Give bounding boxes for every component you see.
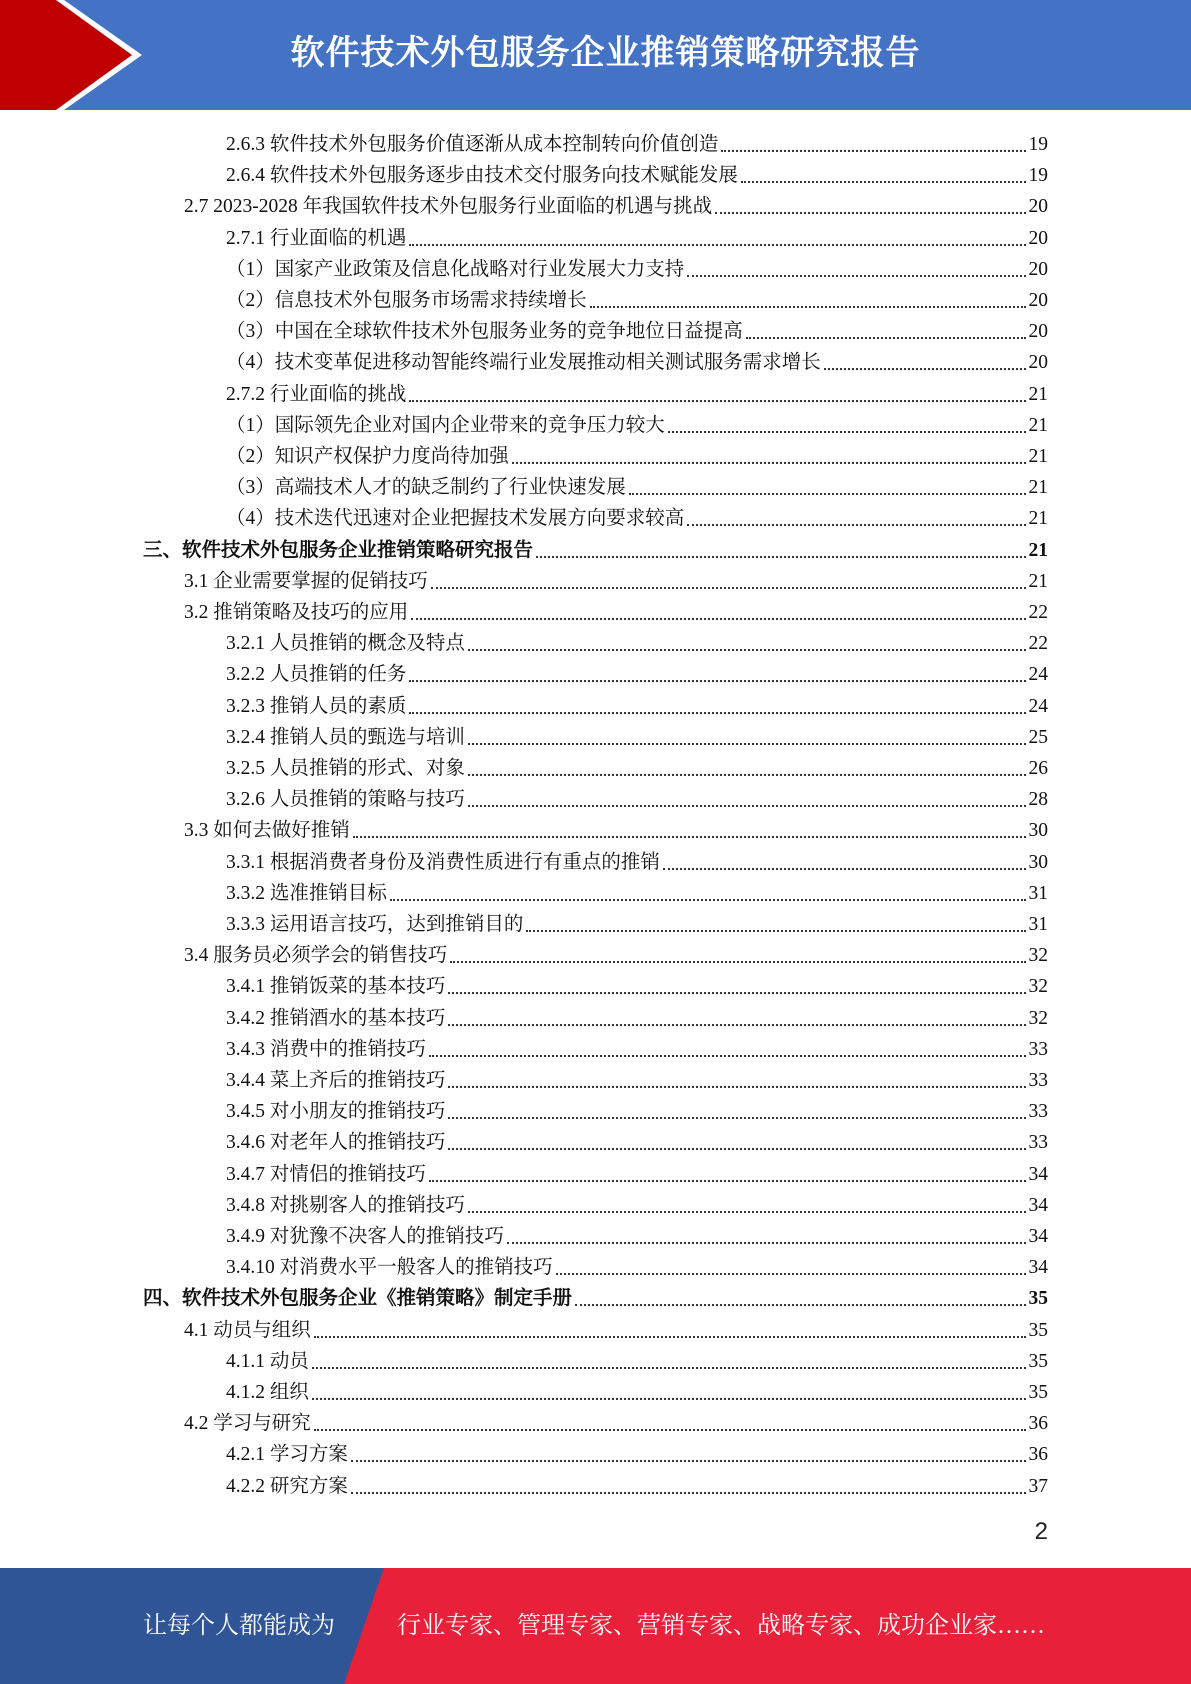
- toc-dot-leader: [448, 992, 1025, 994]
- toc-entry[interactable]: [226, 625, 1048, 656]
- toc-entry-page: 31: [1028, 914, 1048, 935]
- toc-entry-page: 33: [1028, 1038, 1048, 1060]
- toc-entry-page: 20: [1028, 258, 1048, 280]
- toc-entry[interactable]: [226, 688, 1048, 719]
- toc-entry-page: 30: [1028, 820, 1048, 842]
- toc-entry[interactable]: [226, 1093, 1048, 1124]
- toc-dot-leader: [431, 587, 1026, 589]
- toc-entry-page: 30: [1028, 851, 1048, 873]
- toc-entry-label: 4.1.1 动员: [226, 1350, 309, 1372]
- toc-entry-label: （3）中国在全球软件技术外包服务业务的竞争地位日益提高: [226, 321, 743, 343]
- toc-entry[interactable]: [226, 1468, 1048, 1499]
- toc-entry-label: （2）信息技术外包服务市场需求持续增长: [226, 290, 587, 311]
- toc-entry-page: 20: [1028, 227, 1048, 249]
- toc-entry[interactable]: [184, 1312, 1048, 1343]
- toc-entry[interactable]: [184, 188, 1048, 219]
- toc-dot-leader: [409, 244, 1025, 246]
- toc-entry-page: 32: [1028, 945, 1048, 967]
- toc-entry-label: 3.4.4 菜上齐后的推销技巧: [226, 1070, 446, 1091]
- toc-dot-leader: [715, 212, 1025, 214]
- toc-dot-leader: [741, 181, 1026, 183]
- toc-dot-leader: [629, 493, 1026, 495]
- toc-dot-leader: [468, 649, 1026, 651]
- toc-dot-leader: [409, 680, 1025, 682]
- toc-dot-leader: [468, 1211, 1026, 1213]
- toc-entry[interactable]: [184, 937, 1048, 968]
- toc-entry-page: 35: [1028, 1350, 1048, 1372]
- toc-entry[interactable]: [226, 376, 1048, 407]
- toc-dot-leader: [668, 431, 1026, 433]
- toc-dot-leader: [468, 743, 1026, 745]
- toc-entry-page: 36: [1028, 1444, 1048, 1466]
- toc-entry-page: 21: [1028, 570, 1048, 592]
- toc-dot-leader: [429, 1180, 1026, 1182]
- toc-entry-label: 三、软件技术外包服务企业推销策略研究报告: [143, 539, 534, 561]
- toc-dot-leader: [590, 306, 1026, 308]
- toc-entry-label: 3.4.7 对情侣的推销技巧: [226, 1163, 426, 1185]
- toc-entry[interactable]: [226, 251, 1048, 282]
- toc-entry-label: 3.2.4 推销人员的甄选与培训: [226, 726, 465, 748]
- toc-entry-label: 4.2.2 研究方案: [226, 1475, 348, 1497]
- toc-entry-label: （4）技术迭代迅速对企业把握技术发展方向要求较高: [226, 508, 685, 530]
- toc-entry-label: 2.7 2023-2028 年我国软件技术外包服务行业面临的机遇与挑战: [184, 196, 713, 218]
- toc-entry-page: 20: [1028, 321, 1048, 343]
- toc-entry-label: （1）国家产业政策及信息化战略对行业发展大力支持: [226, 258, 685, 280]
- toc-dot-leader: [746, 337, 1026, 339]
- toc-dot-leader: [411, 618, 1025, 620]
- toc-entry-label: 3.2.5 人员推销的形式、对象: [226, 758, 465, 779]
- footer-slogan-right: 行业专家、管理专家、营销专家、战略专家、成功企业家……: [397, 1613, 1045, 1639]
- toc-dot-leader: [429, 1055, 1026, 1057]
- toc-entry[interactable]: [226, 1187, 1048, 1218]
- toc-dot-leader: [314, 1336, 1026, 1338]
- toc-entry-label: 3.4.10 对消费水平一般客人的推销技巧: [226, 1257, 553, 1279]
- toc-dot-leader: [507, 1242, 1026, 1244]
- page-header: [0, 0, 1191, 110]
- toc-dot-leader: [448, 1086, 1025, 1088]
- toc-entry-page: 25: [1028, 726, 1048, 748]
- toc-entry-label: 2.6.3 软件技术外包服务价值逐渐从成本控制转向价值创造: [226, 134, 719, 155]
- toc-dot-leader: [409, 712, 1025, 714]
- toc-entry-label: 3.2.1 人员推销的概念及特点: [226, 633, 465, 655]
- toc-entry-page: 34: [1028, 1163, 1048, 1185]
- toc-dot-leader: [312, 1367, 1026, 1369]
- toc-entry-page: 32: [1028, 1007, 1048, 1029]
- toc-dot-leader: [450, 961, 1025, 963]
- toc-entry-page: 33: [1028, 1070, 1048, 1091]
- toc-dot-leader: [824, 368, 1026, 370]
- toc-entry[interactable]: [226, 344, 1048, 375]
- toc-entry[interactable]: [226, 126, 1048, 157]
- toc-dot-leader: [353, 836, 1026, 838]
- toc-entry-label: 3.4.1 推销饭菜的基本技巧: [226, 976, 446, 998]
- toc-entry-label: 2.6.4 软件技术外包服务逐步由技术交付服务向技术赋能发展: [226, 165, 738, 187]
- toc-entry[interactable]: [226, 1218, 1048, 1249]
- toc-dot-leader: [390, 899, 1026, 901]
- toc-entry[interactable]: [184, 594, 1048, 625]
- toc-entry[interactable]: [226, 1374, 1048, 1405]
- toc-entry[interactable]: [184, 812, 1048, 843]
- toc-entry-page: 21: [1028, 446, 1048, 467]
- toc-dot-leader: [721, 150, 1025, 152]
- toc-entry-label: 3.3 如何去做好推销: [184, 820, 350, 842]
- toc-entry[interactable]: [226, 1124, 1048, 1155]
- toc-entry-label: 3.4.9 对犹豫不决客人的推销技巧: [226, 1226, 504, 1247]
- toc-entry-page: 21: [1028, 477, 1048, 499]
- toc-entry-page: 35: [1028, 1319, 1048, 1341]
- page-footer: [0, 1568, 1191, 1684]
- toc-dot-leader: [448, 1117, 1025, 1119]
- toc-entry[interactable]: [226, 844, 1048, 875]
- toc-entry-page: 34: [1028, 1226, 1048, 1247]
- toc-entry-page: 19: [1028, 134, 1048, 155]
- toc-entry[interactable]: [226, 438, 1048, 469]
- toc-entry-page: 36: [1028, 1413, 1048, 1435]
- footer-slogan-left: 让每个人都能成为: [143, 1613, 335, 1639]
- toc-entry-label: （3）高端技术人才的缺乏制约了行业快速发展: [226, 477, 626, 499]
- toc-entry[interactable]: [226, 1062, 1048, 1093]
- toc-entry-label: 四、软件技术外包服务企业《推销策略》制定手册: [143, 1288, 573, 1310]
- toc-dot-leader: [687, 524, 1025, 526]
- toc-entry-page: 35: [1028, 1382, 1048, 1403]
- toc-entry[interactable]: [226, 1000, 1048, 1031]
- toc-dot-leader: [526, 930, 1025, 932]
- toc-entry[interactable]: [226, 1156, 1048, 1187]
- toc-entry-label: （1）国际领先企业对国内企业带来的竞争压力较大: [226, 414, 665, 436]
- toc-dot-leader: [448, 1024, 1025, 1026]
- toc-entry[interactable]: [184, 563, 1048, 594]
- toc-entry-page: 21: [1028, 383, 1048, 405]
- toc-entry[interactable]: [226, 719, 1048, 750]
- toc-entry-label: 3.4.8 对挑剔客人的推销技巧: [226, 1194, 465, 1216]
- toc-entry[interactable]: [226, 656, 1048, 687]
- toc-dot-leader: [448, 1148, 1025, 1150]
- toc-entry-label: 2.7.2 行业面临的挑战: [226, 383, 407, 405]
- toc-entry[interactable]: [226, 875, 1048, 906]
- toc-dot-leader: [663, 868, 1026, 870]
- toc-entry[interactable]: [226, 1249, 1048, 1280]
- toc-entry[interactable]: [143, 532, 1048, 563]
- toc-entry[interactable]: [226, 313, 1048, 344]
- toc-entry-page: 20: [1028, 352, 1048, 374]
- toc-entry-page: 20: [1028, 290, 1048, 311]
- toc-entry[interactable]: [226, 500, 1048, 531]
- toc-entry-page: 37: [1028, 1475, 1048, 1497]
- toc-entry-label: 3.1 企业需要掌握的促销技巧: [184, 570, 428, 592]
- toc-entry-label: 3.4.3 消费中的推销技巧: [226, 1038, 426, 1060]
- toc-entry[interactable]: [184, 1405, 1048, 1436]
- toc-entry[interactable]: [226, 1343, 1048, 1374]
- toc-dot-leader: [536, 556, 1025, 558]
- toc-entry-label: 3.4 服务员必须学会的销售技巧: [184, 945, 448, 967]
- toc-entry[interactable]: [226, 220, 1048, 251]
- toc-entry-label: 3.2.2 人员推销的任务: [226, 664, 407, 686]
- toc-entry[interactable]: [143, 1280, 1048, 1311]
- toc-entry[interactable]: [226, 1031, 1048, 1062]
- toc-entry-page: 22: [1028, 602, 1048, 623]
- toc-dot-leader: [556, 1273, 1026, 1275]
- toc-entry-page: 31: [1028, 882, 1048, 904]
- toc-entry-label: 4.2.1 学习方案: [226, 1444, 348, 1466]
- toc-entry-page: 32: [1028, 976, 1048, 998]
- toc-entry[interactable]: [226, 906, 1048, 937]
- toc-entry-page: 21: [1028, 508, 1048, 530]
- toc-entry-page: 33: [1028, 1101, 1048, 1123]
- toc-entry-label: 3.2.6 人员推销的策略与技巧: [226, 789, 465, 811]
- toc-dot-leader: [512, 462, 1026, 464]
- toc-dot-leader: [314, 1429, 1026, 1431]
- toc-entry-page: 19: [1028, 165, 1048, 187]
- toc-entry-page: 33: [1028, 1132, 1048, 1154]
- toc-dot-leader: [468, 805, 1026, 807]
- toc-dot-leader: [575, 1304, 1025, 1306]
- toc-entry[interactable]: [226, 282, 1048, 313]
- toc-entry-label: 3.2 推销策略及技巧的应用: [184, 602, 409, 623]
- toc-dot-leader: [351, 1460, 1026, 1462]
- toc-entry-page: 24: [1028, 664, 1048, 686]
- toc-entry-page: 20: [1028, 196, 1048, 218]
- toc-entry-page: 34: [1028, 1194, 1048, 1216]
- toc-dot-leader: [409, 400, 1025, 402]
- toc-dot-leader: [312, 1398, 1026, 1400]
- toc-dot-leader: [351, 1492, 1026, 1494]
- toc-entry-page: 35: [1028, 1288, 1048, 1310]
- toc-entry-page: 22: [1028, 633, 1048, 655]
- toc-entry-page: 21: [1028, 414, 1048, 436]
- toc-entry-label: 3.3.1 根据消费者身份及消费性质进行有重点的推销: [226, 851, 660, 873]
- toc-entry-label: 4.1.2 组织: [226, 1382, 309, 1403]
- toc-entry-page: 24: [1028, 695, 1048, 717]
- toc-entry-label: （4）技术变革促进移动智能终端行业发展推动相关测试服务需求增长: [226, 352, 821, 374]
- toc-entry-label: 2.7.1 行业面临的机遇: [226, 227, 407, 249]
- toc-entry[interactable]: [226, 968, 1048, 999]
- document-title: 软件技术外包服务企业推销策略研究报告: [290, 33, 921, 73]
- toc-entry-page: 34: [1028, 1257, 1048, 1279]
- toc-entry-label: 3.2.3 推销人员的素质: [226, 695, 407, 717]
- toc-entry-label: 3.3.3 运用语言技巧，达到推销目的: [226, 914, 524, 935]
- toc-entry-label: （2）知识产权保护力度尚待加强: [226, 446, 509, 467]
- page-number: 2: [1034, 1518, 1048, 1545]
- toc-entry-label: 3.4.6 对老年人的推销技巧: [226, 1132, 446, 1154]
- toc-entry-label: 3.4.2 推销酒水的基本技巧: [226, 1007, 446, 1029]
- toc-entry[interactable]: [226, 750, 1048, 781]
- toc-entry[interactable]: [226, 469, 1048, 500]
- toc-entry-label: 4.1 动员与组织: [184, 1319, 311, 1341]
- toc-entry[interactable]: [226, 157, 1048, 188]
- toc-entry-label: 4.2 学习与研究: [184, 1413, 311, 1435]
- toc-entry[interactable]: [226, 781, 1048, 812]
- toc-entry[interactable]: [226, 407, 1048, 438]
- toc-entry-label: 3.3.2 选准推销目标: [226, 882, 387, 904]
- toc-dot-leader: [468, 774, 1026, 776]
- toc-entry[interactable]: [226, 1436, 1048, 1467]
- toc-entry-label: 3.4.5 对小朋友的推销技巧: [226, 1101, 446, 1123]
- toc-entry-page: 28: [1028, 789, 1048, 811]
- toc-entry-page: 26: [1028, 758, 1048, 779]
- toc-dot-leader: [687, 275, 1025, 277]
- toc-entry-page: 21: [1028, 539, 1048, 561]
